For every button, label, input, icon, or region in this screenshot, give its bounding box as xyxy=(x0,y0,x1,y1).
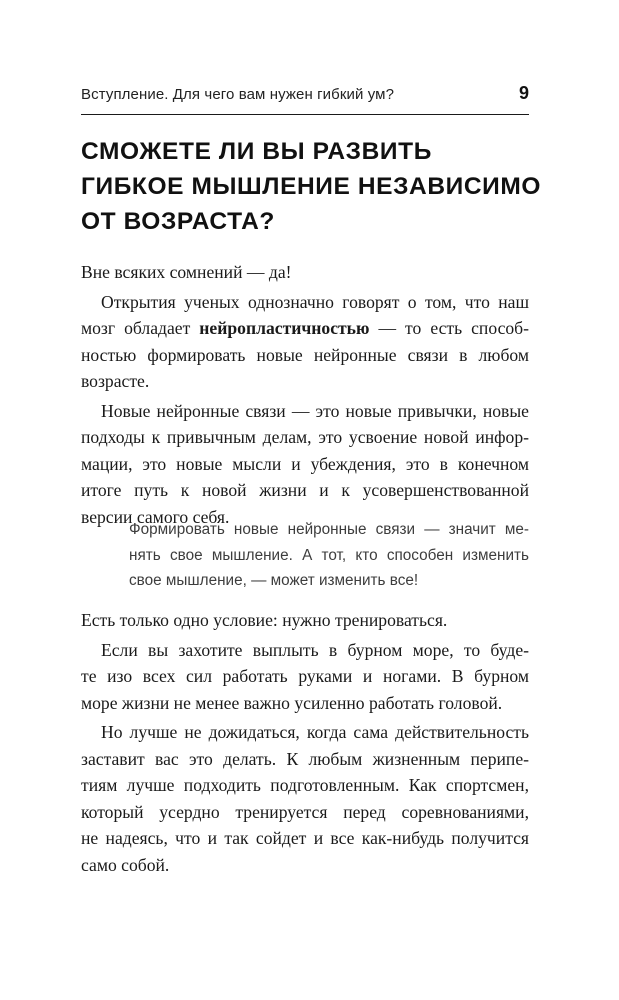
paragraph-line: те изо всех сил работать руками и ногами. В бурном xyxy=(81,666,529,686)
paragraph-line: который усердно тренируется перед соревнованиями, xyxy=(81,801,529,822)
heading-line: ОТ ВОЗРАСТА? xyxy=(81,208,275,235)
paragraph-line: возрасте. xyxy=(81,371,150,391)
paragraph-line: Но лучше не дожидаться, когда сама действительность xyxy=(101,722,529,742)
quote-line: свое мышление, — может изменить все! xyxy=(129,572,419,589)
section-heading xyxy=(81,134,541,239)
paragraph-line: само собой. xyxy=(81,854,170,875)
paragraph-line: Есть только одно условие: нужно тренироваться. xyxy=(81,610,448,630)
paragraph-line: мации, это новые мысли и убеждения, это в конечном xyxy=(81,453,529,474)
paragraph-line: итоге путь к новой жизни и к усовершенствованной xyxy=(81,480,529,500)
paragraph-line: Если вы захотите выплыть в бурном море, то буде- xyxy=(101,639,529,660)
paragraph-line: не надеясь, что и так сойдет и все как-нибудь получится xyxy=(81,828,529,848)
paragraph-line: подходы к привычным делам, это усвоение новой инфор- xyxy=(81,427,529,447)
running-title: Вступление. Для чего вам нужен гибкий ум? xyxy=(81,86,395,103)
paragraph-line: Открытия ученых однозначно говорят о том, что наш xyxy=(101,291,529,312)
paragraph-line: тиям лучше подходить подготовленным. Как спортсмен, xyxy=(81,775,529,795)
page-number: 9 xyxy=(518,83,529,103)
paragraph-line xyxy=(81,315,529,342)
pull-quote xyxy=(129,517,529,594)
paragraph-line: Вне всяких сомнений — да! xyxy=(81,262,292,282)
paragraph-line: море жизни не менее важно усиленно работать головой. xyxy=(81,692,503,713)
paragraph-line: Новые нейронные связи — это новые привычки, новые xyxy=(101,400,529,421)
heading-line: ГИБКОЕ МЫШЛЕНИЕ НЕЗАВИСИМО xyxy=(81,173,542,200)
heading-line: СМОЖЕТЕ ЛИ ВЫ РАЗВИТЬ xyxy=(81,138,432,165)
body-text-block xyxy=(81,259,529,530)
text-run: мозг обладает xyxy=(81,318,200,338)
quote-line: Формировать новые нейронные связи — значит ме- xyxy=(129,521,529,538)
text-run: — то есть способ- xyxy=(369,318,529,338)
bold-term: нейропластичностью xyxy=(199,318,370,338)
body-text-block xyxy=(81,607,529,878)
running-header xyxy=(81,84,529,115)
paragraph-line: заставит вас это делать. К любым жизненным перипе- xyxy=(81,748,529,769)
quote-line: нять свое мышление. А тот, кто способен изменить xyxy=(129,546,529,564)
paragraph-line: версии самого себя. xyxy=(81,506,230,527)
paragraph-line: ностью формировать новые нейронные связи в любом xyxy=(81,344,529,365)
